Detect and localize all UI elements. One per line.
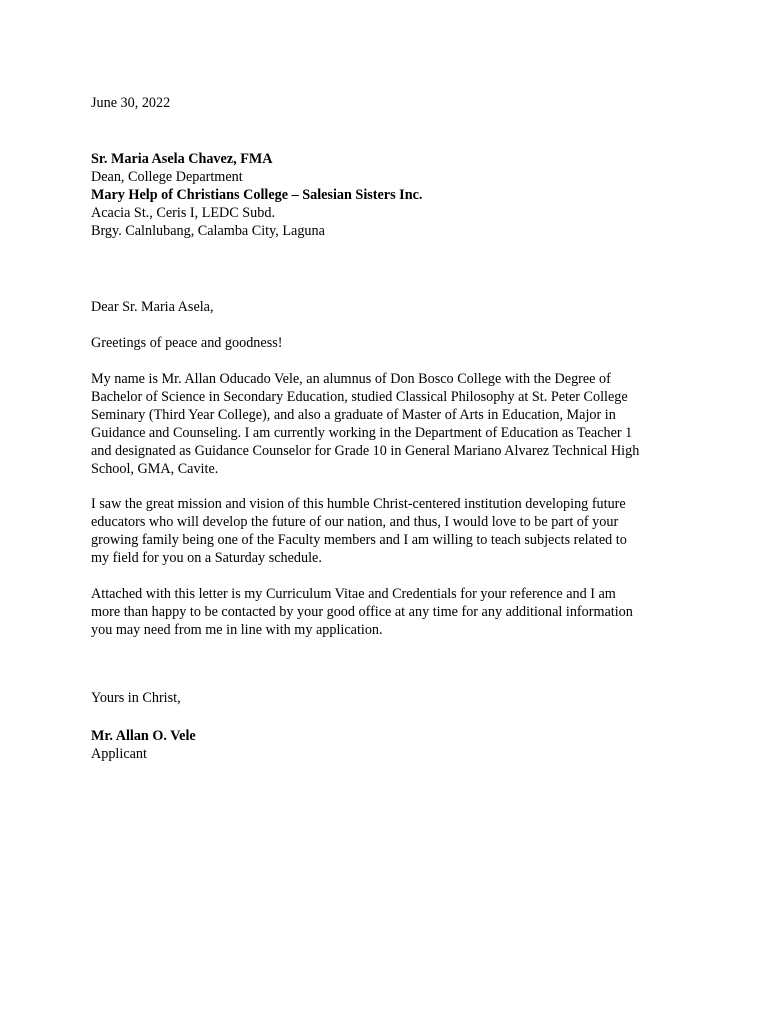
signer-role: Applicant [91, 746, 147, 762]
paragraph-line: My name is Mr. Allan Oducado Vele, an alumnus of Don Bosco College with the Degree of [91, 371, 611, 387]
body-paragraph-3 [91, 585, 691, 639]
paragraph-line: Guidance and Counseling. I am currently working in the Department of Education as Teacher 1 [91, 425, 633, 441]
signer-name: Mr. Allan O. Vele [91, 728, 196, 744]
recipient-title: Dean, College Department [91, 169, 243, 185]
paragraph-line: growing family being one of the Faculty members and I am willing to teach subjects related to [91, 532, 627, 548]
paragraph-line: School, GMA, Cavite. [91, 461, 219, 477]
signature-block [91, 727, 691, 763]
paragraph-line: educators who will develop the future of our nation, and thus, I would love to be part of your [91, 514, 619, 530]
date-text: June 30, 2022 [91, 95, 171, 111]
letter-date [91, 94, 691, 112]
paragraph-line: more than happy to be contacted by your good office at any time for any additional information [91, 604, 633, 620]
body-paragraph-2 [91, 495, 691, 567]
paragraph-line: Bachelor of Science in Secondary Education, studied Classical Philosophy at St. Peter College [91, 389, 628, 405]
recipient-address-line1: Acacia St., Ceris I, LEDC Subd. [91, 205, 276, 221]
salutation [91, 298, 691, 316]
closing [91, 689, 691, 707]
paragraph-line: my field for you on a Saturday schedule. [91, 550, 322, 566]
body-paragraph-1 [91, 370, 691, 478]
recipient-institution: Mary Help of Christians College – Salesian Sisters Inc. [91, 187, 423, 203]
paragraph-line: I saw the great mission and vision of this humble Christ-centered institution developing future [91, 496, 626, 512]
recipient-address-line2: Brgy. Calnlubang, Calamba City, Laguna [91, 223, 325, 239]
closing-text: Yours in Christ, [91, 690, 181, 706]
recipient-address-block [91, 150, 691, 240]
salutation-text: Dear Sr. Maria Asela, [91, 299, 214, 315]
paragraph-line: and designated as Guidance Counselor for Grade 10 in General Mariano Alvarez Technical High [91, 443, 640, 459]
greeting-text: Greetings of peace and goodness! [91, 335, 283, 351]
paragraph-line: you may need from me in line with my application. [91, 622, 383, 638]
recipient-name: Sr. Maria Asela Chavez, FMA [91, 151, 273, 167]
paragraph-line: Seminary (Third Year College), and also a graduate of Master of Arts in Education, Major in [91, 407, 616, 423]
greeting [91, 334, 691, 352]
paragraph-line: Attached with this letter is my Curriculum Vitae and Credentials for your reference and I am [91, 586, 616, 602]
